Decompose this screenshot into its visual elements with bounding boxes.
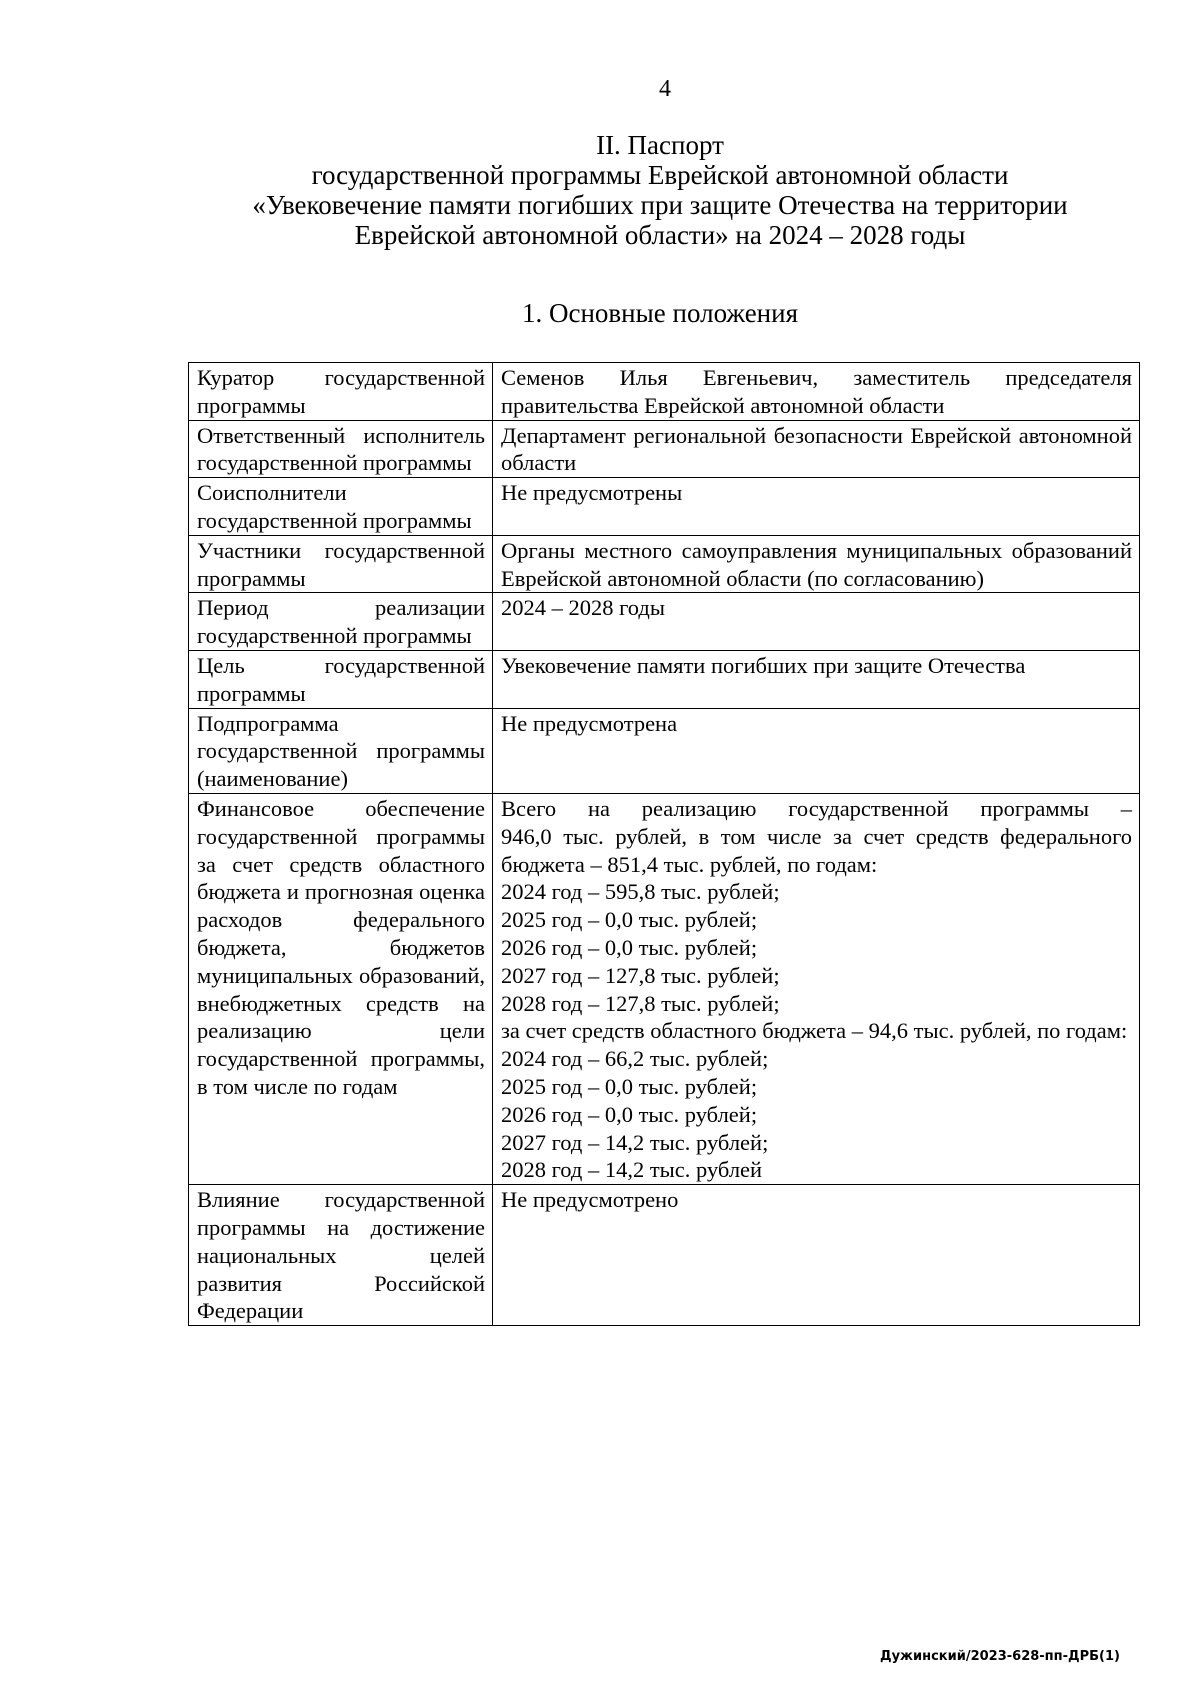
financing-line: 2025 год – 0,0 тыс. рублей; bbox=[501, 1073, 758, 1099]
row-value-goal: Увековечение памяти погибших при защите Отечества bbox=[493, 650, 1140, 708]
row-value-period: 2024 – 2028 годы bbox=[493, 593, 1140, 651]
financing-line: 2024 год – 595,8 тыс. рублей; bbox=[501, 879, 780, 905]
row-value-curator: Семенов Илья Евгеньевич, заместитель председателя правительства Еврейской автономной области bbox=[493, 363, 1140, 421]
table-row bbox=[189, 650, 1140, 708]
row-value-responsible: Департамент региональной безопасности Еврейской автономной области bbox=[493, 420, 1140, 478]
row-value-national-goals: Не предусмотрено bbox=[493, 1185, 1140, 1326]
financing-line: Всего на реализацию государственной программы – bbox=[501, 795, 1132, 821]
row-label-goal: Цель государственной программы bbox=[189, 650, 493, 708]
title-line: «Увековечение памяти погибших при защите Отечества на территории bbox=[252, 190, 1068, 220]
document-registration-code: Дужинский/2023-628-пп-ДРБ(1) bbox=[880, 1649, 1120, 1664]
row-label-financing: Финансовое обеспечение государственной программы за счет средств областного бюджета и прогнозная оценка расходов федерального бюджета, бюджетов муниципальных образований, внебюджетных средств на реализацию цели государственной программы, в том числе по годам bbox=[189, 793, 493, 1184]
financing-line: 2027 год – 127,8 тыс. рублей; bbox=[501, 962, 780, 988]
financing-line: 2026 год – 0,0 тыс. рублей; bbox=[501, 1101, 758, 1127]
financing-line: 2025 год – 0,0 тыс. рублей; bbox=[501, 907, 758, 933]
table-row bbox=[189, 420, 1140, 478]
financing-line: 2028 год – 127,8 тыс. рублей; bbox=[501, 990, 780, 1016]
row-value-financing bbox=[493, 793, 1140, 1184]
row-label-national-goals: Влияние государственной программы на достижение национальных целей развития Российской Федерации bbox=[189, 1185, 493, 1326]
section-title: 1. Основные положения bbox=[522, 298, 798, 328]
title-line: II. Паспорт bbox=[596, 130, 724, 160]
table-row bbox=[189, 593, 1140, 651]
row-value-subprogram: Не предусмотрена bbox=[493, 708, 1140, 793]
row-value-co-executors: Не предусмотрены bbox=[493, 478, 1140, 536]
financing-line: 2024 год – 66,2 тыс. рублей; bbox=[501, 1046, 769, 1072]
table-row bbox=[189, 793, 1140, 1184]
table-row bbox=[189, 1185, 1140, 1326]
table-row bbox=[189, 363, 1140, 421]
row-value-participants: Органы местного самоуправления муниципальных образований Еврейской автономной области (по согласованию) bbox=[493, 535, 1140, 593]
title-line: Еврейской автономной области» на 2024 – 2028 годы bbox=[354, 220, 966, 250]
table-row bbox=[189, 478, 1140, 536]
row-label-curator: Куратор государственной программы bbox=[189, 363, 493, 421]
table-row bbox=[189, 535, 1140, 593]
financing-line: 2027 год – 14,2 тыс. рублей; bbox=[501, 1129, 769, 1155]
row-label-period: Период реализации государственной программы bbox=[189, 593, 493, 651]
row-label-subprogram: Подпрограмма государственной программы (наименование) bbox=[189, 708, 493, 793]
title-line: государственной программы Еврейской автономной области bbox=[311, 160, 1009, 190]
row-label-participants: Участники государственной программы bbox=[189, 535, 493, 593]
passport-table bbox=[188, 362, 1140, 1326]
row-label-co-executors: Соисполнители государственной программы bbox=[189, 478, 493, 536]
financing-line: 946,0 тыс. рублей, в том числе за счет средств федерального бюджета – 851,4 тыс. рублей, по годам: bbox=[501, 823, 1132, 877]
financing-line: 2028 год – 14,2 тыс. рублей bbox=[501, 1157, 763, 1183]
financing-line: за счет средств областного бюджета – 94,6 тыс. рублей, по годам: bbox=[501, 1018, 1128, 1044]
page-number: 4 bbox=[659, 76, 671, 102]
financing-line: 2026 год – 0,0 тыс. рублей; bbox=[501, 934, 758, 960]
document-title bbox=[190, 130, 1130, 250]
table-row bbox=[189, 708, 1140, 793]
row-label-responsible: Ответственный исполнитель государственной программы bbox=[189, 420, 493, 478]
